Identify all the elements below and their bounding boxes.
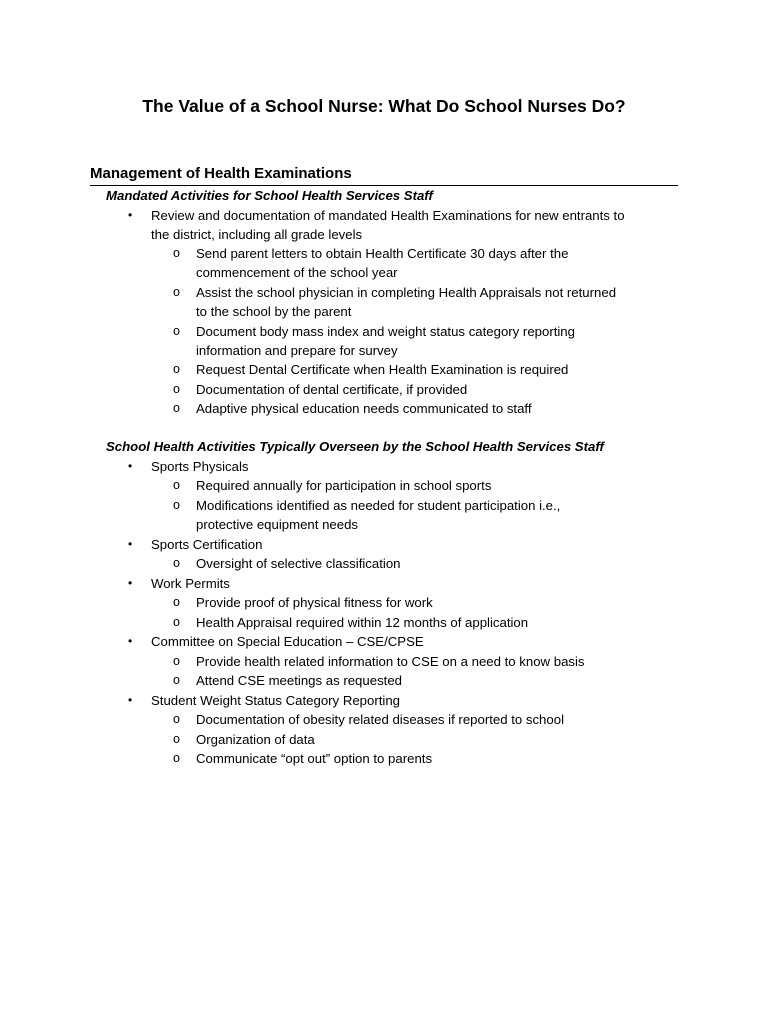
sub-item-text: Document body mass index and weight status category reporting bbox=[196, 324, 575, 339]
sub-item-text: Assist the school physician in completing Health Appraisals not returned bbox=[196, 285, 617, 300]
sub-item-text: Adaptive physical education needs communicated to staff bbox=[196, 401, 532, 416]
circle-bullet-icon: o bbox=[173, 478, 180, 492]
sub-item-text: Oversight of selective classification bbox=[196, 556, 401, 571]
circle-bullet-icon: o bbox=[173, 615, 180, 629]
sub-item-text: Required annually for participation in school sports bbox=[196, 478, 492, 493]
circle-bullet-icon: o bbox=[173, 732, 180, 746]
sub-item-text: Organization of data bbox=[196, 732, 315, 747]
bullet-icon: • bbox=[128, 459, 133, 473]
circle-bullet-icon: o bbox=[173, 712, 180, 726]
circle-bullet-icon: o bbox=[173, 246, 180, 260]
circle-bullet-icon: o bbox=[173, 654, 180, 668]
list-item-text: Student Weight Status Category Reporting bbox=[151, 693, 400, 708]
sub-item-text: Request Dental Certificate when Health Examination is required bbox=[196, 362, 569, 377]
list-item-text: Sports Certification bbox=[151, 537, 263, 552]
sub-item-text: to the school by the parent bbox=[196, 304, 352, 319]
list-item-text: the district, including all grade levels bbox=[151, 227, 363, 242]
sub-item-text: Send parent letters to obtain Health Certificate 30 days after the bbox=[196, 246, 569, 261]
sub-item-text: commencement of the school year bbox=[196, 265, 398, 280]
sub-item-text: Provide health related information to CSE on a need to know basis bbox=[196, 654, 585, 669]
circle-bullet-icon: o bbox=[173, 401, 180, 415]
sub-item-text: Modifications identified as needed for student participation i.e., bbox=[196, 498, 561, 513]
sub-item-text: Communicate “opt out” option to parents bbox=[196, 751, 433, 766]
group-heading-overseen: School Health Activities Typically Overseen by the School Health Services Staff bbox=[106, 439, 604, 454]
list-item-text: Sports Physicals bbox=[151, 459, 249, 474]
bullet-icon: • bbox=[128, 537, 133, 551]
sub-item-text: protective equipment needs bbox=[196, 517, 359, 532]
list-item-text: Committee on Special Education – CSE/CPSE bbox=[151, 634, 424, 649]
list-item-text: Work Permits bbox=[151, 576, 230, 591]
circle-bullet-icon: o bbox=[173, 362, 180, 376]
sub-item-text: information and prepare for survey bbox=[196, 343, 398, 358]
page-title: The Value of a School Nurse: What Do School Nurses Do? bbox=[142, 96, 626, 116]
circle-bullet-icon: o bbox=[173, 595, 180, 609]
sub-item-text: Documentation of obesity related diseases if reported to school bbox=[196, 712, 564, 727]
bullet-icon: • bbox=[128, 693, 133, 707]
circle-bullet-icon: o bbox=[173, 285, 180, 299]
circle-bullet-icon: o bbox=[173, 382, 180, 396]
circle-bullet-icon: o bbox=[173, 751, 180, 765]
bullet-icon: • bbox=[128, 576, 133, 590]
circle-bullet-icon: o bbox=[173, 324, 180, 338]
sub-item-text: Provide proof of physical fitness for work bbox=[196, 595, 433, 610]
circle-bullet-icon: o bbox=[173, 673, 180, 687]
section-heading: Management of Health Examinations bbox=[90, 165, 352, 182]
circle-bullet-icon: o bbox=[173, 556, 180, 570]
sub-item-text: Health Appraisal required within 12 months of application bbox=[196, 615, 529, 630]
circle-bullet-icon: o bbox=[173, 498, 180, 512]
bullet-icon: • bbox=[128, 634, 133, 648]
bullet-icon: • bbox=[128, 208, 133, 222]
list-item-text: Review and documentation of mandated Health Examinations for new entrants to bbox=[151, 208, 625, 223]
group-heading-mandated: Mandated Activities for School Health Services Staff bbox=[106, 188, 433, 203]
sub-item-text: Documentation of dental certificate, if provided bbox=[196, 382, 468, 397]
sub-item-text: Attend CSE meetings as requested bbox=[196, 673, 402, 688]
